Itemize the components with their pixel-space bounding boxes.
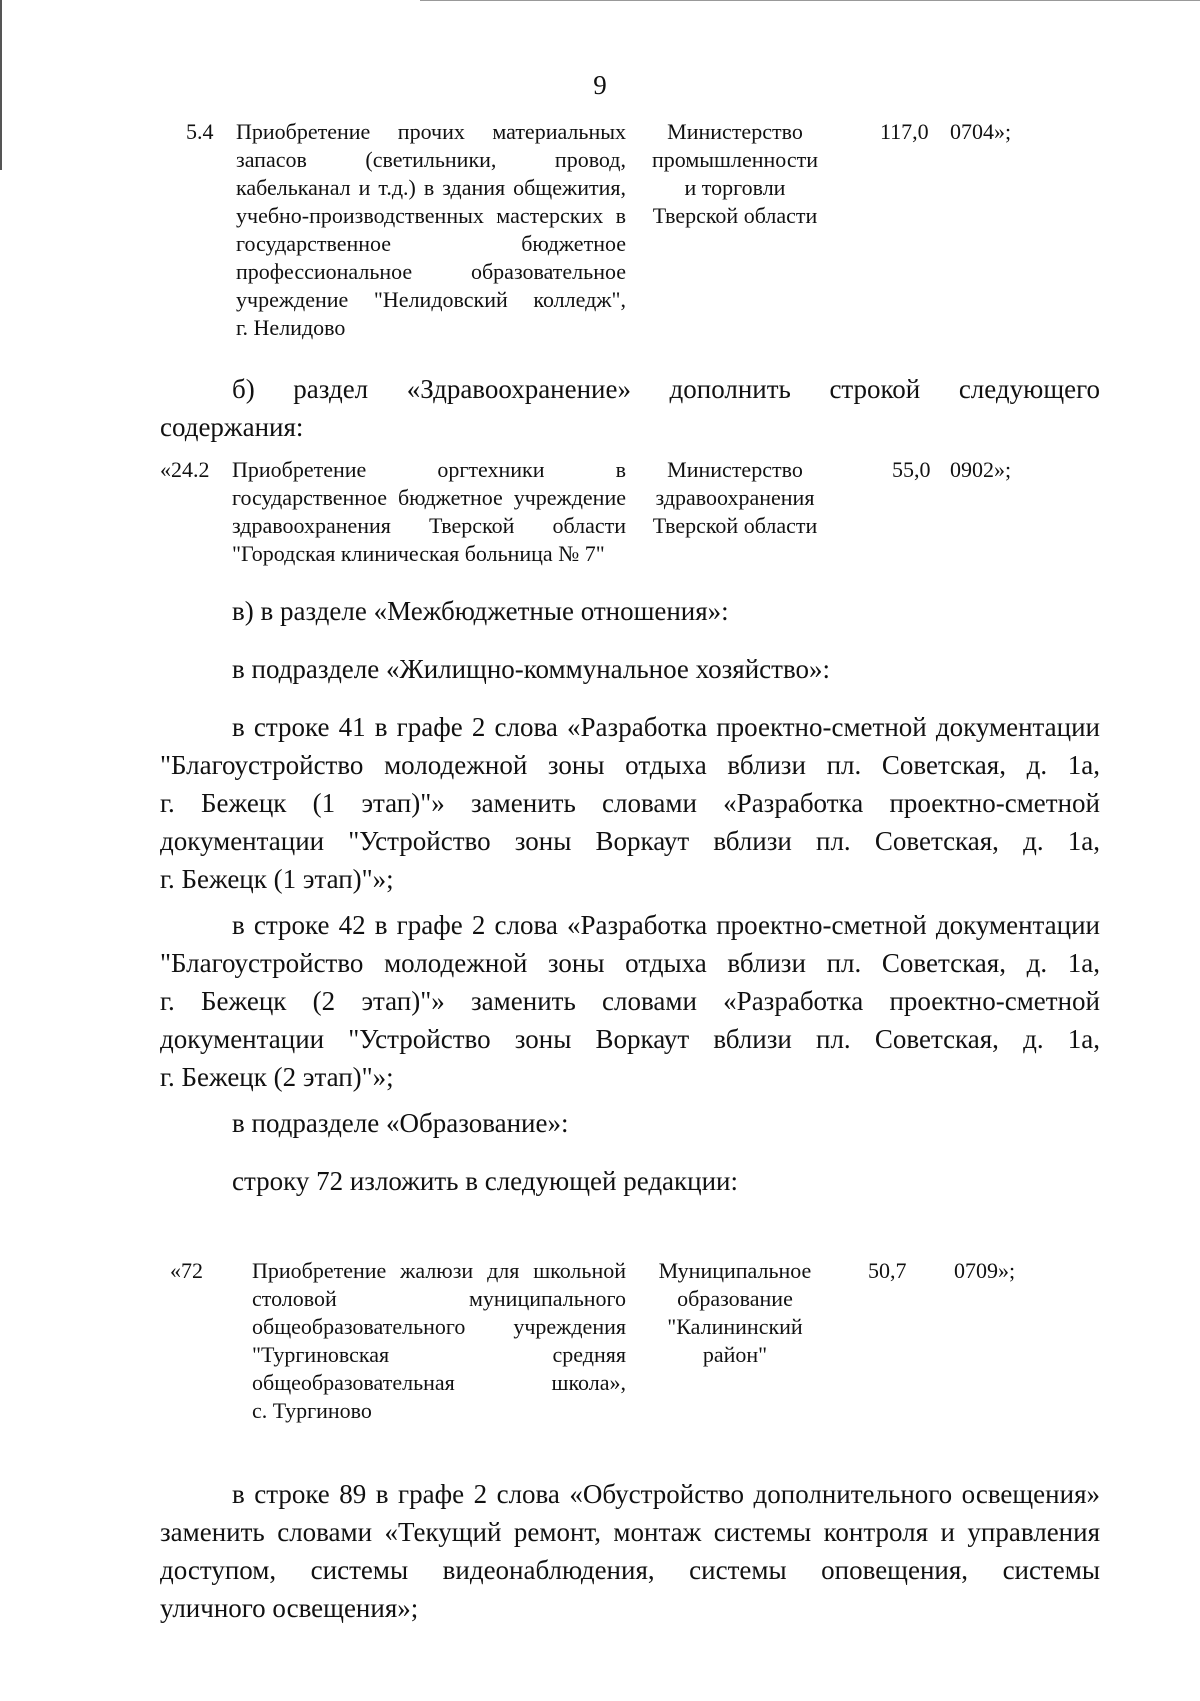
row-code: 0704»; xyxy=(950,119,1012,144)
row-name-line: государственное бюджетное учреждение xyxy=(232,485,626,510)
row-admin-line: Министерство xyxy=(667,457,803,482)
row-admin-line: "Калининский xyxy=(667,1314,803,1339)
row-admin-line: здравоохранения xyxy=(655,485,815,510)
paragraph-line: доступом, системы видеонаблюдения, системы оповещения, системы xyxy=(160,1555,1100,1585)
row-administrator xyxy=(640,118,830,230)
scan-edge-top xyxy=(420,0,1200,1)
row-name xyxy=(252,1257,626,1425)
paragraph-line: документации "Устройство зоны Воркаут вблизи пл. Советская, д. 1а, xyxy=(160,1024,1100,1054)
row-amount: 50,7 xyxy=(868,1258,907,1283)
row-admin-line: Министерство xyxy=(667,119,803,144)
row-name xyxy=(236,118,626,342)
paragraph-line: в строке 42 в графе 2 слова «Разработка проектно-сметной документации xyxy=(232,910,1100,940)
row-admin-line: Тверской области xyxy=(652,203,818,228)
paragraph-line: "Благоустройство молодежной зоны отдыха вблизи пл. Советская, д. 1а, xyxy=(160,750,1100,780)
row-name xyxy=(232,456,626,568)
paragraph-zhkh: в подразделе «Жилищно-коммунальное хозяйство»: xyxy=(232,654,831,684)
paragraph-line: "Благоустройство молодежной зоны отдыха вблизи пл. Советская, д. 1а, xyxy=(160,948,1100,978)
row-name-line: Приобретение жалюзи для школьной xyxy=(252,1258,626,1283)
paragraph-obrazovanie: в подразделе «Образование»: xyxy=(232,1108,569,1138)
row-number: «24.2 xyxy=(160,457,210,482)
row-name-line: здравоохранения Тверской области xyxy=(232,513,626,538)
paragraph-row-42 xyxy=(160,906,1100,1096)
row-admin-line: и торговли xyxy=(684,175,786,200)
paragraph-line: содержания: xyxy=(160,412,304,442)
row-name-line: учреждение "Нелидовский колледж", xyxy=(236,287,626,312)
paragraph-line: уличного освещения»; xyxy=(160,1593,419,1623)
paragraph-v: в) в разделе «Межбюджетные отношения»: xyxy=(232,596,729,626)
row-admin-line: Тверской области xyxy=(652,513,818,538)
paragraph-row-72-intro: строку 72 изложить в следующей редакции: xyxy=(232,1166,739,1196)
row-admin-line: промышленности xyxy=(652,147,818,172)
row-name-line: Приобретение оргтехники в xyxy=(232,457,626,482)
row-name-line: Приобретение прочих материальных xyxy=(236,119,626,144)
paragraph-line: документации "Устройство зоны Воркаут вблизи пл. Советская, д. 1а, xyxy=(160,826,1100,856)
paragraph-line: г. Бежецк (1 этап)"» заменить словами «Разработка проектно-сметной xyxy=(160,788,1100,818)
paragraph-line: в строке 89 в графе 2 слова «Обустройство дополнительного освещения» xyxy=(232,1479,1100,1509)
paragraph-row-89 xyxy=(160,1475,1100,1627)
row-admin-line: район" xyxy=(702,1342,768,1367)
row-name-line: государственное бюджетное xyxy=(236,231,626,256)
paragraph-line: заменить словами «Текущий ремонт, монтаж системы контроля и управления xyxy=(160,1517,1100,1547)
row-amount: 55,0 xyxy=(892,457,931,482)
paragraph-line: г. Бежецк (2 этап)"» заменить словами «Разработка проектно-сметной xyxy=(160,986,1100,1016)
row-number: 5.4 xyxy=(186,119,214,144)
row-name-line: "Городская клиническая больница № 7" xyxy=(232,541,605,566)
row-administrator xyxy=(640,1257,830,1369)
row-name-line: учебно-производственных мастерских в xyxy=(236,203,626,228)
paragraph-line: г. Бежецк (1 этап)"»; xyxy=(160,864,394,894)
row-name-line: общеобразовательного учреждения xyxy=(252,1314,626,1339)
row-code: 0902»; xyxy=(950,457,1012,482)
page-number: 9 xyxy=(593,70,607,100)
paragraph-line: б) раздел «Здравоохранение» дополнить строкой следующего xyxy=(232,374,1100,404)
row-amount: 117,0 xyxy=(880,119,929,144)
row-administrator xyxy=(640,456,830,540)
row-name-line: с. Тургиново xyxy=(252,1398,372,1423)
paragraph-line: в строке 41 в графе 2 слова «Разработка проектно-сметной документации xyxy=(232,712,1100,742)
row-number: «72 xyxy=(170,1258,203,1283)
row-admin-line: Муниципальное xyxy=(658,1258,812,1283)
row-name-line: столовой муниципального xyxy=(252,1286,626,1311)
paragraph-row-41 xyxy=(160,708,1100,898)
row-name-line: кабельканал и т.д.) в здания общежития, xyxy=(236,175,626,200)
row-name-line: запасов (светильники, провод, xyxy=(236,147,626,172)
row-name-line: профессиональное образовательное xyxy=(236,259,626,284)
row-code: 0709»; xyxy=(954,1258,1016,1283)
paragraph-b xyxy=(160,370,1100,446)
row-name-line: общеобразовательная школа», xyxy=(252,1370,626,1395)
row-name-line: г. Нелидово xyxy=(236,315,346,340)
paragraph-line: г. Бежецк (2 этап)"»; xyxy=(160,1062,394,1092)
row-admin-line: образование xyxy=(677,1286,793,1311)
row-name-line: "Тургиновская средняя xyxy=(252,1342,626,1367)
